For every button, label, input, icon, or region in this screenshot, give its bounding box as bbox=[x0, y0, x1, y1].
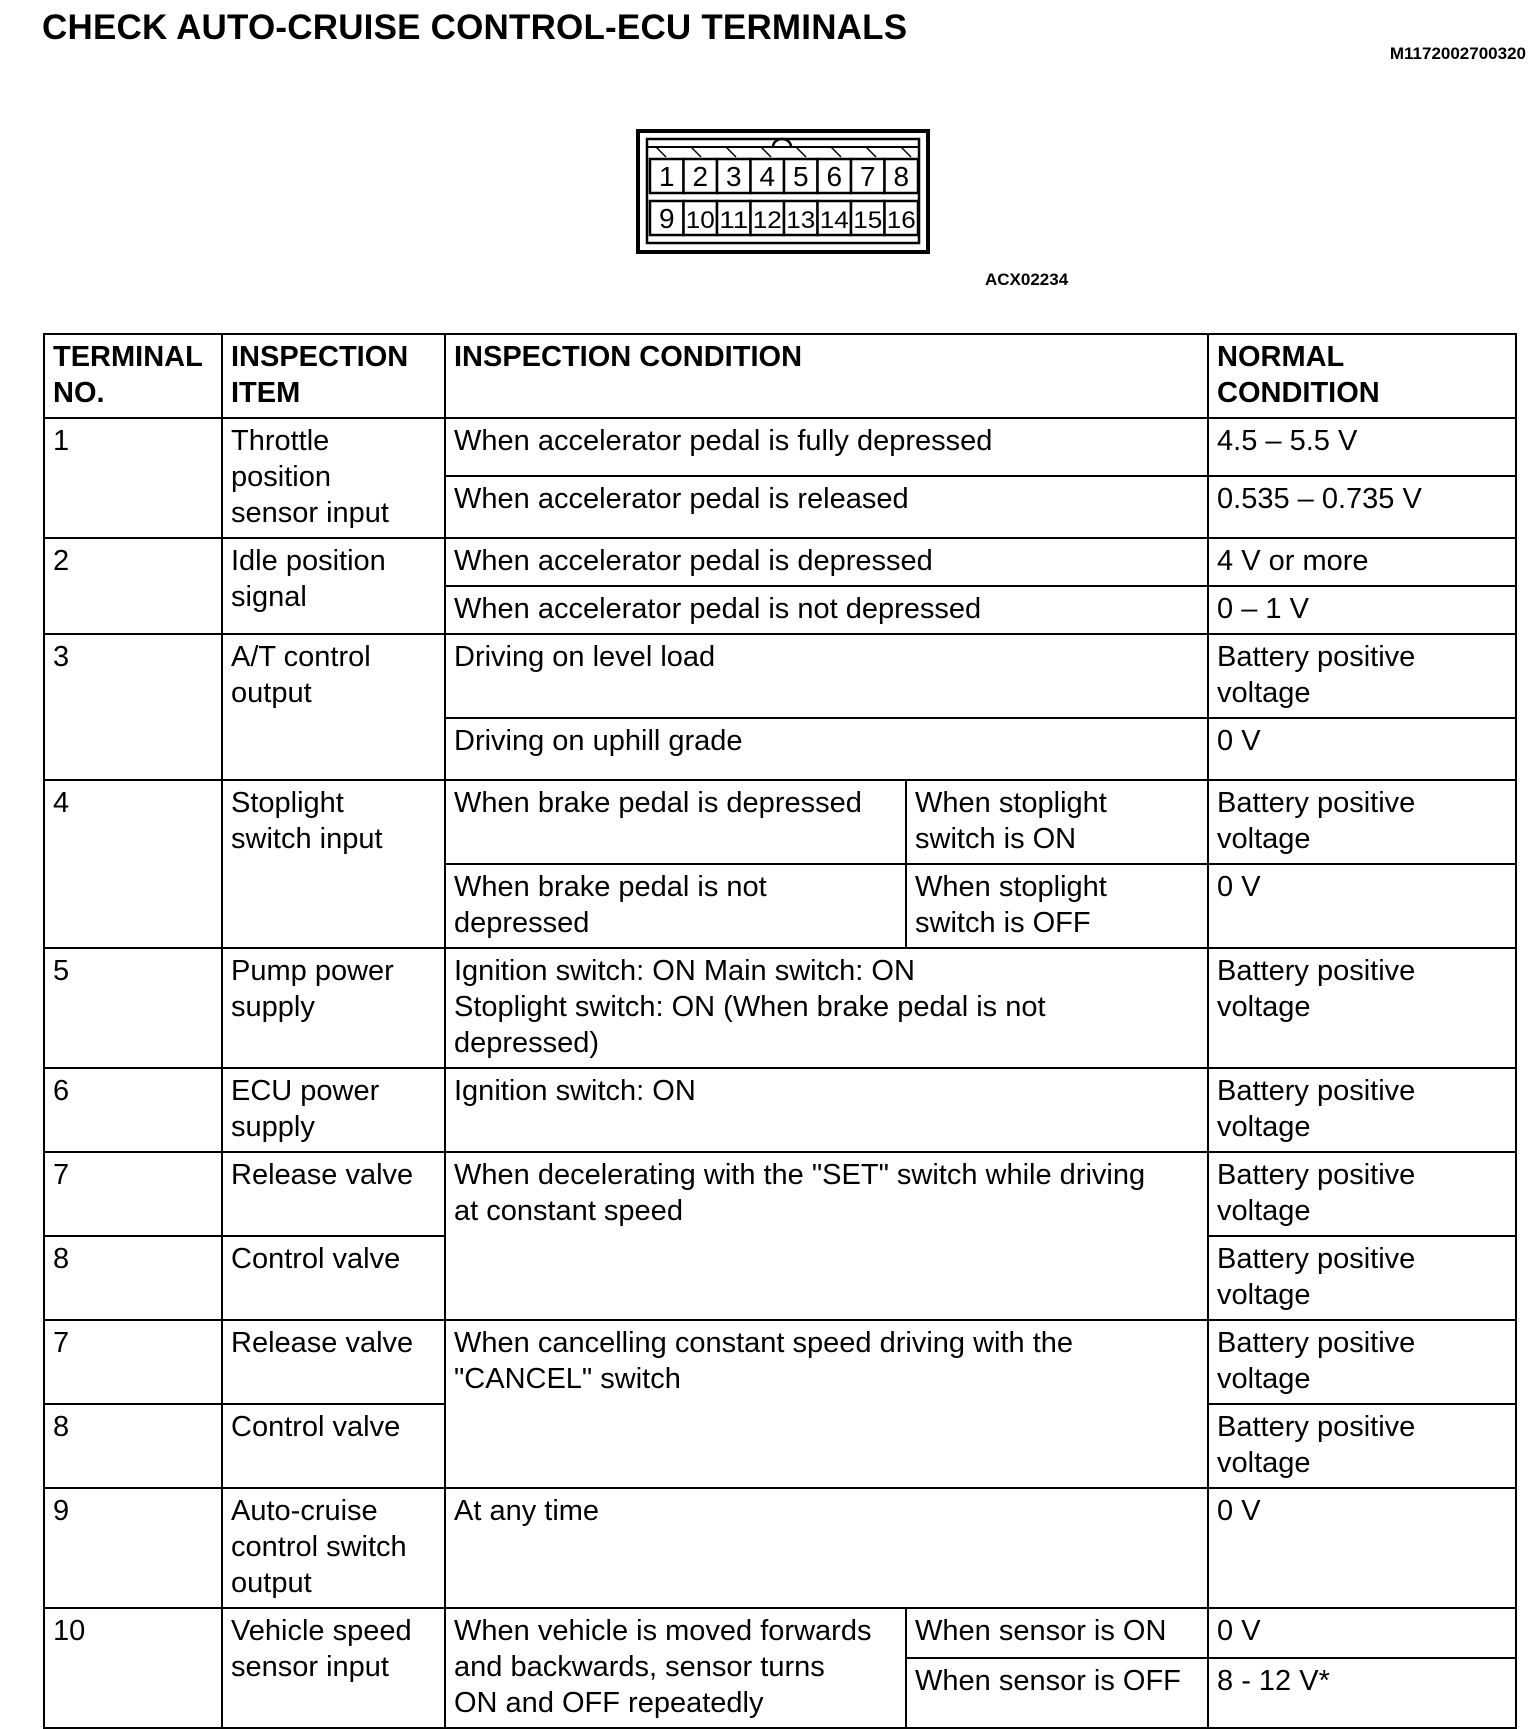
item-cell: Vehicle speed sensor input bbox=[222, 1608, 445, 1728]
table-row bbox=[44, 948, 1516, 1068]
normal-cell: 0 V bbox=[1208, 1608, 1516, 1658]
header-inspection-item: INSPECTION ITEM bbox=[222, 334, 445, 418]
table-row bbox=[44, 1488, 1516, 1608]
connector-pin-label: 12 bbox=[752, 207, 782, 234]
condition-cell: When vehicle is moved forwards and backwards, sensor turns ON and OFF repeatedly bbox=[445, 1608, 906, 1728]
normal-cell: 8 - 12 V* bbox=[1208, 1658, 1516, 1728]
item-cell: Release valve bbox=[222, 1152, 445, 1236]
table-row bbox=[44, 1152, 1516, 1236]
condition-cell: When accelerator pedal is not depressed bbox=[445, 586, 1208, 634]
terminal-cell: 6 bbox=[44, 1068, 222, 1152]
terminal-inspection-table bbox=[43, 333, 1517, 1729]
normal-cell: Battery positive voltage bbox=[1208, 780, 1516, 864]
normal-cell: 0.535 – 0.735 V bbox=[1208, 476, 1516, 538]
normal-cell: Battery positive voltage bbox=[1208, 1152, 1516, 1236]
item-cell: Idle position signal bbox=[222, 538, 445, 634]
sub-condition-cell: When stoplight switch is OFF bbox=[906, 864, 1208, 948]
condition-cell: When cancelling constant speed driving with the "CANCEL" switch bbox=[445, 1320, 1208, 1488]
terminal-cell: 8 bbox=[44, 1404, 222, 1488]
header-inspection-condition: INSPECTION CONDITION bbox=[445, 334, 1208, 418]
normal-cell: 0 V bbox=[1208, 864, 1516, 948]
table-row bbox=[44, 538, 1516, 586]
normal-cell: Battery positive voltage bbox=[1208, 1320, 1516, 1404]
sub-condition-cell: When stoplight switch is ON bbox=[906, 780, 1208, 864]
item-cell: Throttle position sensor input bbox=[222, 418, 445, 538]
header-normal-condition: NORMAL CONDITION bbox=[1208, 334, 1516, 418]
page-title: CHECK AUTO-CRUISE CONTROL-ECU TERMINALS bbox=[42, 8, 908, 47]
table-row bbox=[44, 634, 1516, 718]
normal-cell: 4.5 – 5.5 V bbox=[1208, 418, 1516, 476]
item-cell: Control valve bbox=[222, 1404, 445, 1488]
sub-condition-cell: When sensor is OFF bbox=[906, 1658, 1208, 1728]
normal-cell: Battery positive voltage bbox=[1208, 634, 1516, 718]
connector-pin-label: 15 bbox=[853, 207, 883, 234]
normal-cell: 0 V bbox=[1208, 718, 1516, 780]
condition-cell: Driving on uphill grade bbox=[445, 718, 1208, 780]
connector-pin-label: 9 bbox=[658, 203, 675, 234]
terminal-cell: 5 bbox=[44, 948, 222, 1068]
terminal-cell: 10 bbox=[44, 1608, 222, 1728]
connector-pin-label: 5 bbox=[792, 161, 809, 192]
connector-row-bottom bbox=[650, 201, 918, 235]
item-cell: A/T control output bbox=[222, 634, 445, 780]
normal-cell: Battery positive voltage bbox=[1208, 1404, 1516, 1488]
table-row bbox=[44, 1320, 1516, 1404]
terminal-cell: 9 bbox=[44, 1488, 222, 1608]
terminal-cell: 3 bbox=[44, 634, 222, 780]
table-row bbox=[44, 780, 1516, 864]
condition-cell: At any time bbox=[445, 1488, 1208, 1608]
connector-pin-label: 4 bbox=[759, 161, 776, 192]
normal-cell: Battery positive voltage bbox=[1208, 1068, 1516, 1152]
header-terminal-no: TERMINAL NO. bbox=[44, 334, 222, 418]
condition-cell: When accelerator pedal is fully depressed bbox=[445, 418, 1208, 476]
normal-cell: Battery positive voltage bbox=[1208, 1236, 1516, 1320]
item-cell: Pump power supply bbox=[222, 948, 445, 1068]
condition-cell: Ignition switch: ON Main switch: ON Stoplight switch: ON (When brake pedal is not depressed) bbox=[445, 948, 1208, 1068]
item-cell: Release valve bbox=[222, 1320, 445, 1404]
normal-cell: 4 V or more bbox=[1208, 538, 1516, 586]
connector-pin-label: 13 bbox=[786, 207, 816, 234]
table-row bbox=[44, 1608, 1516, 1658]
connector-pin-label: 11 bbox=[719, 207, 749, 234]
item-cell: Stoplight switch input bbox=[222, 780, 445, 948]
normal-cell: Battery positive voltage bbox=[1208, 948, 1516, 1068]
table-row bbox=[44, 418, 1516, 476]
item-cell: ECU power supply bbox=[222, 1068, 445, 1152]
document-id: M1172002700320 bbox=[1389, 44, 1526, 63]
connector-pin-label: 14 bbox=[819, 207, 849, 234]
table-row bbox=[44, 1068, 1516, 1152]
terminal-cell: 1 bbox=[44, 418, 222, 538]
condition-cell: Ignition switch: ON bbox=[445, 1068, 1208, 1152]
connector-pin-label: 10 bbox=[685, 207, 715, 234]
terminal-cell: 7 bbox=[44, 1152, 222, 1236]
item-cell: Control valve bbox=[222, 1236, 445, 1320]
terminal-cell: 4 bbox=[44, 780, 222, 948]
connector-pin-label: 8 bbox=[893, 161, 910, 192]
terminal-cell: 2 bbox=[44, 538, 222, 634]
condition-cell: When decelerating with the "SET" switch while driving at constant speed bbox=[445, 1152, 1208, 1320]
condition-cell: When brake pedal is depressed bbox=[445, 780, 906, 864]
connector-pin-label: 2 bbox=[692, 161, 709, 192]
table-header-row bbox=[44, 334, 1516, 418]
condition-cell: When accelerator pedal is depressed bbox=[445, 538, 1208, 586]
connector-pin-label: 1 bbox=[658, 161, 675, 192]
connector-pin-label: 7 bbox=[859, 161, 876, 192]
terminal-cell: 8 bbox=[44, 1236, 222, 1320]
normal-cell: 0 – 1 V bbox=[1208, 586, 1516, 634]
normal-cell: 0 V bbox=[1208, 1488, 1516, 1608]
connector-pin-label: 6 bbox=[826, 161, 843, 192]
ecu-connector-diagram bbox=[636, 129, 930, 254]
terminal-cell: 7 bbox=[44, 1320, 222, 1404]
condition-cell: When brake pedal is not depressed bbox=[445, 864, 906, 948]
condition-cell: When accelerator pedal is released bbox=[445, 476, 1208, 538]
figure-id: ACX02234 bbox=[985, 270, 1069, 289]
item-cell: Auto-cruise control switch output bbox=[222, 1488, 445, 1608]
sub-condition-cell: When sensor is ON bbox=[906, 1608, 1208, 1658]
condition-cell: Driving on level load bbox=[445, 634, 1208, 718]
connector-pin-label: 16 bbox=[886, 207, 916, 234]
connector-pin-label: 3 bbox=[725, 161, 742, 192]
connector-row-top bbox=[650, 159, 918, 193]
